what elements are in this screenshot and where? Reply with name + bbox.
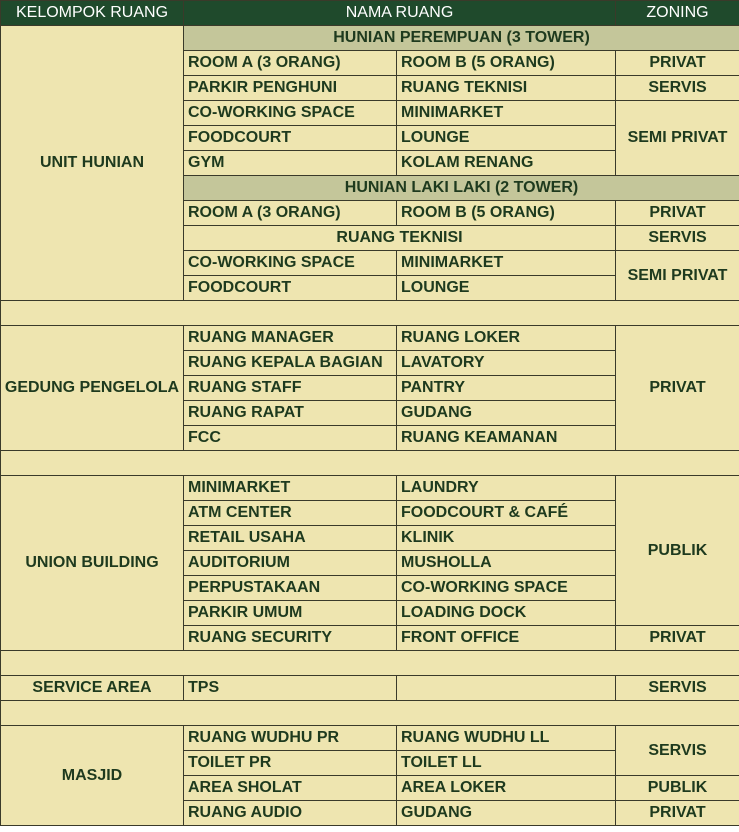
room-name: ROOM A (3 ORANG) bbox=[184, 201, 397, 226]
room-name: RUANG RAPAT bbox=[184, 401, 397, 426]
zone-cell: PRIVAT bbox=[616, 326, 739, 451]
room-name: ATM CENTER bbox=[184, 501, 397, 526]
zone-cell: PRIVAT bbox=[616, 801, 739, 826]
room-name: ROOM B (5 ORANG) bbox=[397, 201, 616, 226]
room-name: KOLAM RENANG bbox=[397, 151, 616, 176]
room-name: LAVATORY bbox=[397, 351, 616, 376]
room-name: PARKIR UMUM bbox=[184, 601, 397, 626]
zone-cell: SERVIS bbox=[616, 226, 739, 251]
room-name: LOADING DOCK bbox=[397, 601, 616, 626]
room-name: FRONT OFFICE bbox=[397, 626, 616, 651]
room-name: RUANG KEAMANAN bbox=[397, 426, 616, 451]
spacer-cell bbox=[1, 651, 739, 676]
room-name: AREA SHOLAT bbox=[184, 776, 397, 801]
group-union-building: UNION BUILDING bbox=[1, 476, 184, 651]
room-name: LOUNGE bbox=[397, 276, 616, 301]
table-row bbox=[1, 676, 739, 701]
room-name: RUANG AUDIO bbox=[184, 801, 397, 826]
room-name: RUANG WUDHU PR bbox=[184, 726, 397, 751]
room-name: ROOM A (3 ORANG) bbox=[184, 51, 397, 76]
room-name: RUANG TEKNISI bbox=[397, 76, 616, 101]
room-name: PARKIR PENGHUNI bbox=[184, 76, 397, 101]
room-name: PANTRY bbox=[397, 376, 616, 401]
zone-cell: SERVIS bbox=[616, 76, 739, 101]
room-name: FOODCOURT bbox=[184, 126, 397, 151]
room-name: RUANG KEPALA BAGIAN bbox=[184, 351, 397, 376]
group-unit-hunian: UNIT HUNIAN bbox=[1, 26, 184, 301]
room-name: ROOM B (5 ORANG) bbox=[397, 51, 616, 76]
header-nama: NAMA RUANG bbox=[184, 1, 616, 26]
room-name: MINIMARKET bbox=[184, 476, 397, 501]
room-name: MINIMARKET bbox=[397, 251, 616, 276]
spacer-cell bbox=[1, 301, 739, 326]
room-name: MUSHOLLA bbox=[397, 551, 616, 576]
room-name: RETAIL USAHA bbox=[184, 526, 397, 551]
room-name: MINIMARKET bbox=[397, 101, 616, 126]
header-row bbox=[1, 1, 739, 26]
spacer-cell bbox=[1, 701, 739, 726]
group-gedung-pengelola: GEDUNG PENGELOLA bbox=[1, 326, 184, 451]
room-name: PERPUSTAKAAN bbox=[184, 576, 397, 601]
group-service-area: SERVICE AREA bbox=[1, 676, 184, 701]
room-name: GYM bbox=[184, 151, 397, 176]
zone-cell: PUBLIK bbox=[616, 776, 739, 801]
room-name: FOODCOURT & CAFÉ bbox=[397, 501, 616, 526]
room-name: RUANG MANAGER bbox=[184, 326, 397, 351]
zone-cell: SERVIS bbox=[616, 726, 739, 776]
room-name: TPS bbox=[184, 676, 397, 701]
spacer-cell bbox=[1, 451, 739, 476]
table-row bbox=[1, 26, 739, 51]
room-name: LAUNDRY bbox=[397, 476, 616, 501]
zone-cell: PRIVAT bbox=[616, 201, 739, 226]
room-name: RUANG TEKNISI bbox=[184, 226, 616, 251]
spacer-row bbox=[1, 651, 739, 676]
spacer-row bbox=[1, 301, 739, 326]
room-name: CO-WORKING SPACE bbox=[397, 576, 616, 601]
zone-cell: PUBLIK bbox=[616, 476, 739, 626]
spacer-row bbox=[1, 701, 739, 726]
room-name: TOILET LL bbox=[397, 751, 616, 776]
room-name: AUDITORIUM bbox=[184, 551, 397, 576]
room-name: FOODCOURT bbox=[184, 276, 397, 301]
header-kelompok: KELOMPOK RUANG bbox=[1, 1, 184, 26]
room-name: FCC bbox=[184, 426, 397, 451]
room-name bbox=[397, 676, 616, 701]
subgroup-hunian-laki: HUNIAN LAKI LAKI (2 TOWER) bbox=[184, 176, 739, 201]
zone-cell: SERVIS bbox=[616, 676, 739, 701]
room-name: RUANG LOKER bbox=[397, 326, 616, 351]
room-name: RUANG STAFF bbox=[184, 376, 397, 401]
room-name: KLINIK bbox=[397, 526, 616, 551]
zone-cell: PRIVAT bbox=[616, 626, 739, 651]
room-name: RUANG SECURITY bbox=[184, 626, 397, 651]
room-name: CO-WORKING SPACE bbox=[184, 101, 397, 126]
zone-cell: SEMI PRIVAT bbox=[616, 251, 739, 301]
room-name: LOUNGE bbox=[397, 126, 616, 151]
table-row bbox=[1, 326, 739, 351]
room-name: GUDANG bbox=[397, 401, 616, 426]
room-name: AREA LOKER bbox=[397, 776, 616, 801]
table-row bbox=[1, 476, 739, 501]
room-name: GUDANG bbox=[397, 801, 616, 826]
table-row bbox=[1, 726, 739, 751]
spacer-row bbox=[1, 451, 739, 476]
room-name: TOILET PR bbox=[184, 751, 397, 776]
zone-cell: PRIVAT bbox=[616, 51, 739, 76]
group-masjid: MASJID bbox=[1, 726, 184, 826]
header-zoning: ZONING bbox=[616, 1, 739, 26]
zone-cell: SEMI PRIVAT bbox=[616, 101, 739, 176]
subgroup-hunian-perempuan: HUNIAN PEREMPUAN (3 TOWER) bbox=[184, 26, 739, 51]
room-name: CO-WORKING SPACE bbox=[184, 251, 397, 276]
room-name: RUANG WUDHU LL bbox=[397, 726, 616, 751]
